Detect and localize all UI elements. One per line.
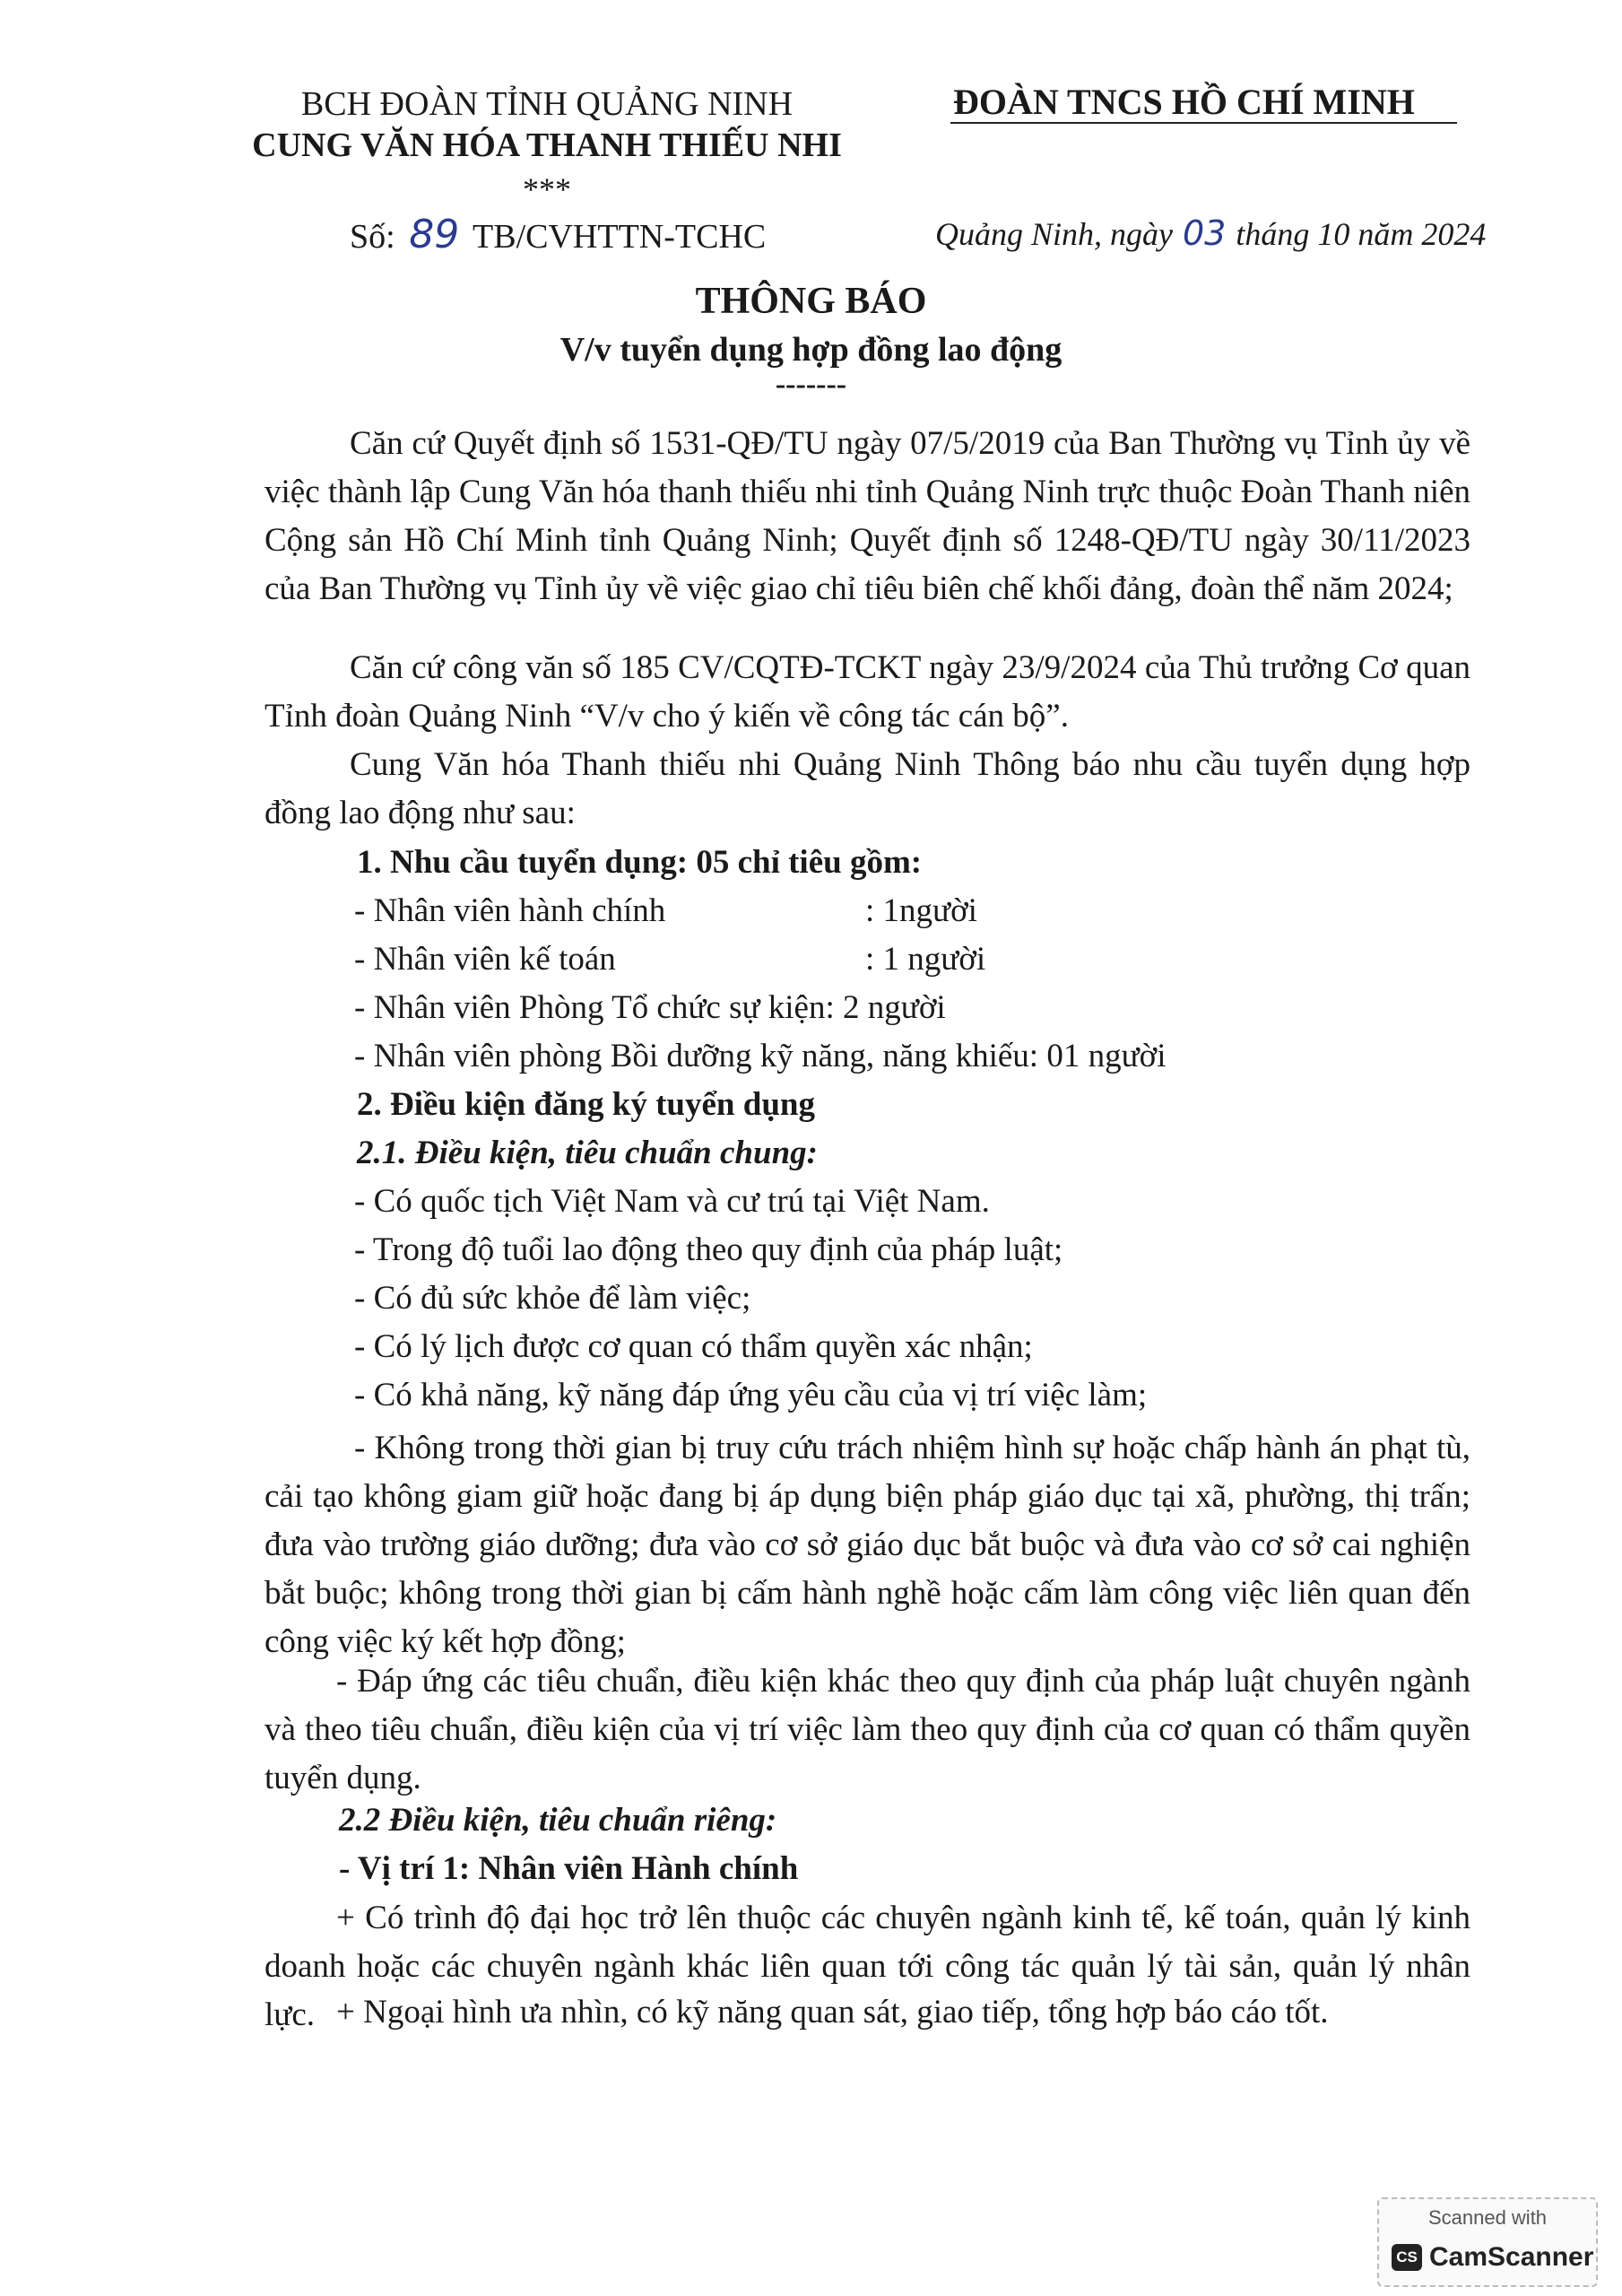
section-2-2-heading: 2.2 Điều kiện, tiêu chuẩn riêng:	[339, 1802, 777, 1839]
date-prefix: Quảng Ninh, ngày	[935, 216, 1173, 252]
condition-item: - Có khả năng, kỹ năng đáp ứng yêu cầu của vị trí việc làm;	[354, 1377, 1148, 1413]
document-number	[350, 212, 766, 257]
need-item: - Nhân viên phòng Bồi dưỡng kỹ năng, năng khiếu: 01 người	[354, 1038, 1167, 1074]
party-heading: ĐOÀN TNCS HỒ CHÍ MINH	[953, 82, 1415, 122]
title-divider: -------	[775, 368, 847, 401]
date-suffix: tháng 10 năm 2024	[1236, 216, 1487, 252]
position-1-qualification: + Có trình độ đại học trở lên thuộc các chuyên ngành kinh tế, kế toán, quản lý kinh doanh hoặc các chuyên ngành khác liên quan tới công tác quản lý tài sản, quản lý nhân lực.	[265, 1900, 1470, 2033]
party-heading-underline	[950, 122, 1457, 124]
stars-divider: ***	[523, 171, 571, 207]
need-value: : 1người	[865, 892, 977, 929]
need-value: : 1 người	[865, 941, 986, 978]
condition-item: - Có đủ sức khỏe để làm việc;	[354, 1280, 751, 1317]
condition-other: - Đáp ứng các tiêu chuẩn, điều kiện khác theo quy định của pháp luật chuyên ngành và theo tiêu chuẩn, điều kiện của vị trí việc làm theo quy định của cơ quan có thẩm quyền tuyển dụng.	[265, 1663, 1470, 1796]
paragraph-legal-basis-1: Căn cứ Quyết định số 1531-QĐ/TU ngày 07/5/2019 của Ban Thường vụ Tỉnh ủy về việc thành lập Cung Văn hóa thanh thiếu nhi tỉnh Quảng Ninh trực thuộc Đoàn Thanh niên Cộng sản Hồ Chí Minh tỉnh Quảng Ninh; Quyết định số 1248-QĐ/TU ngày 30/11/2023 của Ban Thường vụ Tỉnh ủy về việc giao chỉ tiêu biên chế khối đảng, đoàn thể năm 2024;	[265, 425, 1470, 607]
condition-item: - Có lý lịch được cơ quan có thẩm quyền xác nhận;	[354, 1328, 1033, 1365]
condition-item: - Trong độ tuổi lao động theo quy định của pháp luật;	[354, 1231, 1063, 1268]
section-2-heading: 2. Điều kiện đăng ký tuyển dụng	[357, 1086, 815, 1123]
document-title: THÔNG BÁO	[695, 281, 927, 322]
condition-criminal-record: - Không trong thời gian bị truy cứu trách nhiệm hình sự hoặc chấp hành án phạt tù, cải tạo không giam giữ hoặc đang bị áp dụng biện pháp giáo dục tại xã, phường, thị trấn; đưa vào trường giáo dưỡng; đưa vào cơ sở giáo dục bắt buộc và đưa vào cơ sở cai nghiện bắt buộc; không trong thời gian bị cấm hành nghề hoặc cấm làm công việc liên quan đến công việc ký kết hợp đồng;	[265, 1430, 1470, 1660]
condition-item: - Có quốc tịch Việt Nam và cư trú tại Việt Nam.	[354, 1183, 990, 1220]
need-item: - Nhân viên hành chính	[354, 892, 666, 929]
org-parent: BCH ĐOÀN TỈNH QUẢNG NINH	[300, 85, 794, 123]
position-1-appearance: + Ngoại hình ưa nhìn, có kỹ năng quan sát, giao tiếp, tổng hợp báo cáo tốt.	[336, 1994, 1329, 2031]
org-name: CUNG VĂN HÓA THANH THIẾU NHI	[252, 126, 842, 164]
position-1-heading: - Vị trí 1: Nhân viên Hành chính	[339, 1850, 799, 1887]
need-item: - Nhân viên kế toán	[354, 941, 616, 978]
document-subtitle: V/v tuyển dụng hợp đồng lao động	[559, 331, 1063, 369]
number-prefix: Số:	[350, 218, 395, 256]
watermark-brand: CamScanner	[1429, 2242, 1594, 2272]
camscanner-logo-icon: CS	[1392, 2244, 1422, 2271]
document-date	[935, 213, 1486, 253]
paragraph-announcement: Cung Văn hóa Thanh thiếu nhi Quảng Ninh Thông báo nhu cầu tuyển dụng hợp đồng lao động như sau:	[265, 746, 1470, 831]
need-item: - Nhân viên Phòng Tổ chức sự kiện: 2 người	[354, 989, 946, 1026]
section-2-1-heading: 2.1. Điều kiện, tiêu chuẩn chung:	[357, 1135, 818, 1171]
watermark-caption: Scanned with	[1427, 2206, 1548, 2229]
camscanner-watermark	[1377, 2197, 1598, 2287]
section-1-heading: 1. Nhu cầu tuyển dụng: 05 chỉ tiêu gồm:	[357, 844, 923, 881]
date-day-handwritten: 03	[1183, 213, 1227, 253]
number-handwritten: 89	[409, 212, 460, 257]
paragraph-legal-basis-2: Căn cứ công văn số 185 CV/CQTĐ-TCKT ngày 23/9/2024 của Thủ trưởng Cơ quan Tỉnh đoàn Quảng Ninh “V/v cho ý kiến về công tác cán bộ”.	[265, 649, 1470, 735]
number-suffix: TB/CVHTTN-TCHC	[473, 218, 767, 256]
